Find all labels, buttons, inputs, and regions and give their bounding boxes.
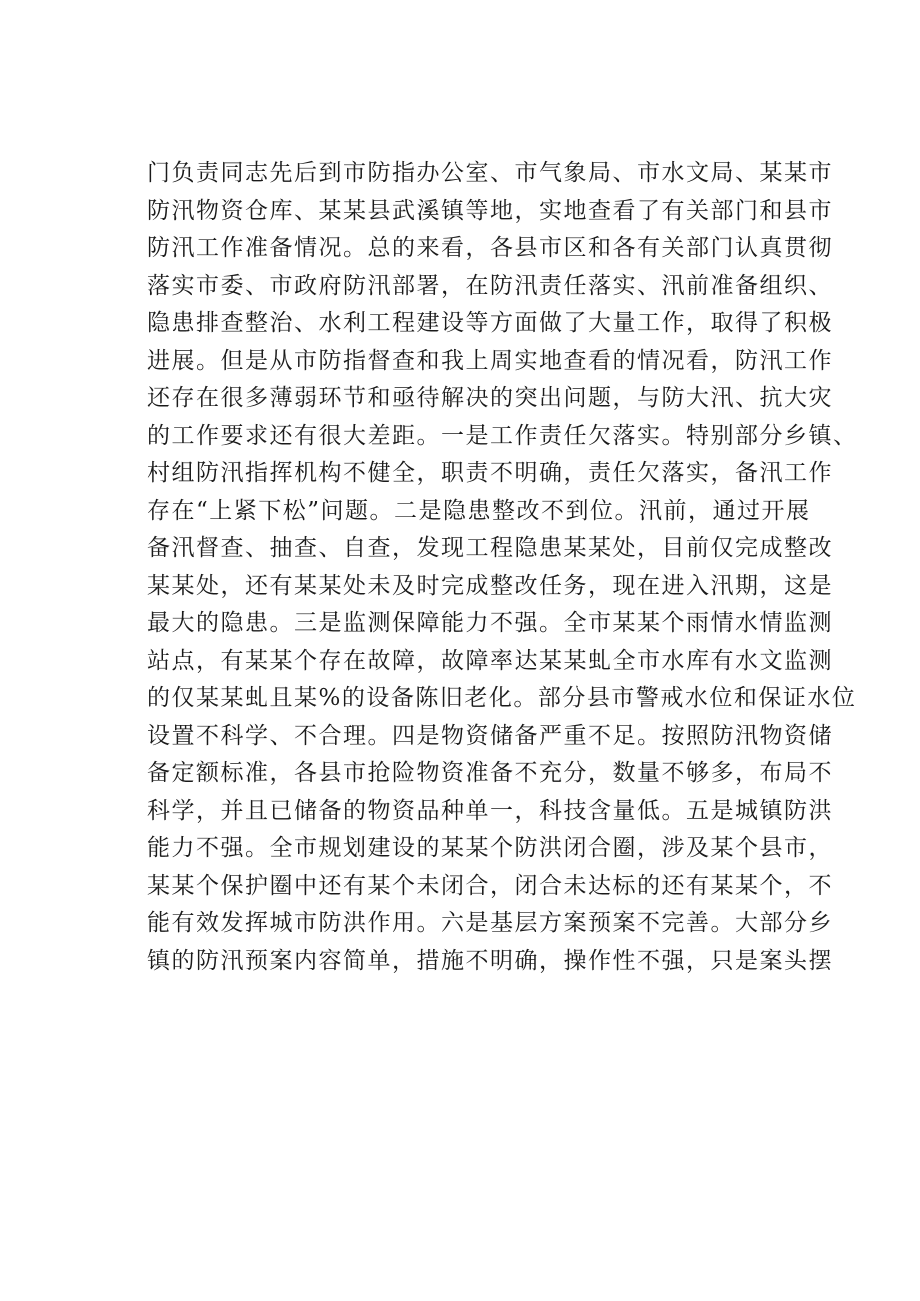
text-line: 防汛物资仓库、某某县武溪镇等地，实地查看了有关部门和县市 (147, 197, 833, 224)
text-line: 最大的隐患。三是监测保障能力不强。全市某某个雨情水情监测 (147, 610, 833, 636)
text-line: 能力不强。全市规划建设的某某个防洪闭合圈，涉及某个县市， (147, 835, 833, 861)
body-text (147, 155, 858, 980)
text-line: 隐患排查整治、水利工程建设等方面做了大量工作，取得了积极 (147, 310, 833, 336)
text-line: 备汛督查、抽查、自查，发现工程隐患某某处，目前仅完成整改 (147, 535, 833, 561)
text-line: 的仅某某虬且某%的设备陈旧老化。部分县市警戒水位和保证水位 (147, 685, 857, 711)
text-line: 站点，有某某个存在故障，故障率达某某虬全市水库有水文监测 (147, 647, 833, 674)
text-line: 门负责同志先后到市防指办公室、市气象局、市水文局、某某市 (147, 160, 833, 186)
text-line: 镇的防汛预案内容简单，措施不明确，操作性不强，只是案头摆 (147, 947, 833, 974)
text-line: 科学，并且已储备的物资品种单一，科技含量低。五是城镇防洪 (147, 797, 833, 824)
text-line: 能有效发挥城市防洪作用。六是基层方案预案不完善。大部分乡 (147, 910, 833, 936)
text-line: 设置不科学、不合理。四是物资储备严重不足。按照防汛物资储 (147, 722, 833, 749)
text-line: 某某处，还有某某处未及时完成整改任务，现在进入汛期，这是 (147, 572, 833, 599)
text-line: 落实市委、市政府防汛部署，在防汛责任落实、汛前准备组织、 (147, 272, 833, 299)
text-line: 某某个保护圈中还有某个未闭合，闭合未达标的还有某某个，不 (147, 872, 833, 899)
text-line: 的工作要求还有很大差距。一是工作责任欠落实。特别部分乡镇、 (147, 422, 858, 449)
text-line: 进展。但是从市防指督查和我上周实地查看的情况看，防汛工作 (147, 347, 833, 374)
text-line: 村组防汛指挥机构不健全，职责不明确，责任欠落实，备汛工作 (147, 460, 833, 486)
text-line: 防汛工作准备情况。总的来看，各县市区和各有关部门认真贯彻 (147, 235, 833, 261)
text-line: 还存在很多薄弱环节和亟待解决的突出问题，与防大汛、抗大灾 (147, 385, 833, 411)
text-line: 存在“上紧下松”问题。二是隐患整改不到位。汛前，通过开展 (147, 497, 811, 524)
text-line: 备定额标准，各县市抢险物资准备不充分，数量不够多，布局不 (147, 760, 833, 786)
